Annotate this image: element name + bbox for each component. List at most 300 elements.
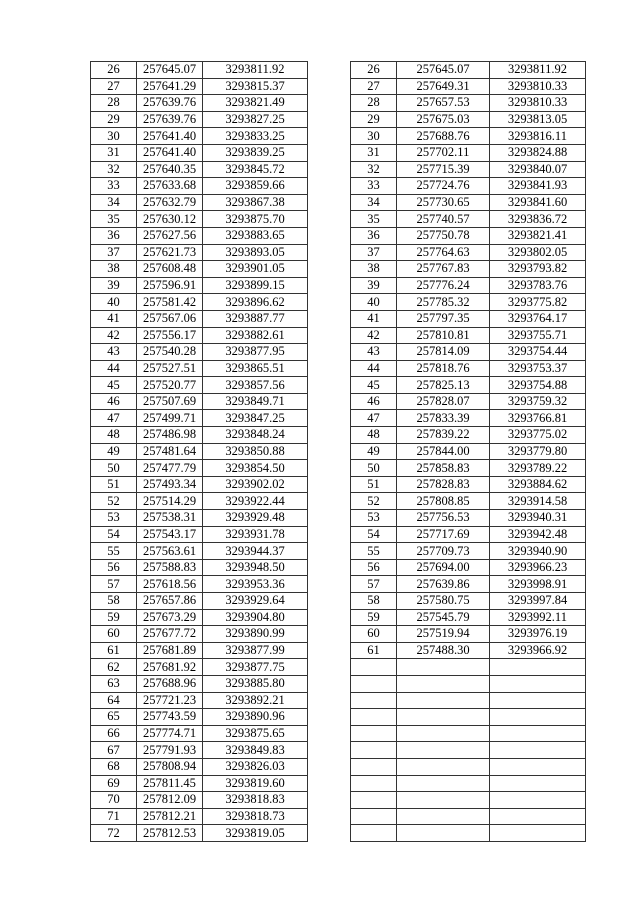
point-number-cell: 69 xyxy=(91,775,137,792)
y-coordinate-cell xyxy=(490,725,586,742)
point-number-cell xyxy=(351,659,397,676)
table-row xyxy=(351,111,586,128)
point-number-cell: 42 xyxy=(91,327,137,344)
x-coordinate-cell: 257811.45 xyxy=(137,775,203,792)
table-row xyxy=(351,709,586,726)
point-number-cell: 48 xyxy=(351,427,397,444)
table-row xyxy=(351,128,586,145)
x-coordinate-cell: 257493.34 xyxy=(137,476,203,493)
point-number-cell: 44 xyxy=(91,360,137,377)
x-coordinate-cell: 257657.86 xyxy=(137,593,203,610)
y-coordinate-cell: 3293857.56 xyxy=(203,377,308,394)
x-coordinate-cell: 257514.29 xyxy=(137,493,203,510)
table-row xyxy=(91,493,308,510)
point-number-cell: 40 xyxy=(91,294,137,311)
table-row xyxy=(351,758,586,775)
y-coordinate-cell: 3293849.83 xyxy=(203,742,308,759)
point-number-cell: 43 xyxy=(351,344,397,361)
table-row xyxy=(91,626,308,643)
table-row xyxy=(351,344,586,361)
y-coordinate-cell: 3293877.75 xyxy=(203,659,308,676)
point-number-cell: 41 xyxy=(351,310,397,327)
table-row xyxy=(91,327,308,344)
x-coordinate-cell: 257858.83 xyxy=(397,460,490,477)
point-number-cell: 50 xyxy=(91,460,137,477)
table-row xyxy=(91,310,308,327)
y-coordinate-cell: 3293948.50 xyxy=(203,559,308,576)
x-coordinate-cell: 257499.71 xyxy=(137,410,203,427)
table-row xyxy=(351,144,586,161)
table-row xyxy=(351,410,586,427)
y-coordinate-cell: 3293914.58 xyxy=(490,493,586,510)
x-coordinate-cell: 257774.71 xyxy=(137,725,203,742)
table-row xyxy=(351,725,586,742)
point-number-cell: 45 xyxy=(91,377,137,394)
table-row xyxy=(91,410,308,427)
point-number-cell: 55 xyxy=(351,543,397,560)
y-coordinate-cell: 3293833.25 xyxy=(203,128,308,145)
y-coordinate-cell: 3293818.83 xyxy=(203,792,308,809)
y-coordinate-cell: 3293966.92 xyxy=(490,642,586,659)
point-number-cell: 65 xyxy=(91,709,137,726)
x-coordinate-cell: 257828.07 xyxy=(397,393,490,410)
table-row xyxy=(91,393,308,410)
x-coordinate-cell: 257567.06 xyxy=(137,310,203,327)
point-number-cell: 33 xyxy=(91,178,137,195)
x-coordinate-cell: 257681.89 xyxy=(137,642,203,659)
y-coordinate-cell: 3293904.80 xyxy=(203,609,308,626)
table-row xyxy=(91,609,308,626)
y-coordinate-cell: 3293892.21 xyxy=(203,692,308,709)
table-row xyxy=(351,294,586,311)
x-coordinate-cell: 257810.81 xyxy=(397,327,490,344)
table-row xyxy=(91,675,308,692)
table-row xyxy=(91,476,308,493)
table-row xyxy=(351,443,586,460)
y-coordinate-cell: 3293764.17 xyxy=(490,310,586,327)
y-coordinate-cell: 3293867.38 xyxy=(203,194,308,211)
point-number-cell: 29 xyxy=(351,111,397,128)
table-row xyxy=(91,78,308,95)
y-coordinate-cell xyxy=(490,758,586,775)
point-number-cell: 43 xyxy=(91,344,137,361)
point-number-cell: 26 xyxy=(91,62,137,79)
table-row xyxy=(351,825,586,842)
table-row xyxy=(91,460,308,477)
y-coordinate-cell: 3293940.90 xyxy=(490,543,586,560)
table-row xyxy=(351,178,586,195)
table-row xyxy=(91,559,308,576)
x-coordinate-cell: 257639.76 xyxy=(137,111,203,128)
y-coordinate-cell: 3293890.96 xyxy=(203,709,308,726)
y-coordinate-cell: 3293836.72 xyxy=(490,211,586,228)
table-row xyxy=(351,675,586,692)
point-number-cell: 50 xyxy=(351,460,397,477)
table-row xyxy=(91,709,308,726)
y-coordinate-cell: 3293841.60 xyxy=(490,194,586,211)
y-coordinate-cell: 3293887.77 xyxy=(203,310,308,327)
x-coordinate-cell: 257580.75 xyxy=(397,593,490,610)
y-coordinate-cell: 3293759.32 xyxy=(490,393,586,410)
x-coordinate-cell: 257640.35 xyxy=(137,161,203,178)
point-number-cell: 26 xyxy=(351,62,397,79)
point-number-cell: 60 xyxy=(91,626,137,643)
table-row xyxy=(91,792,308,809)
y-coordinate-cell: 3293896.62 xyxy=(203,294,308,311)
right-coordinate-table xyxy=(350,61,586,842)
x-coordinate-cell: 257633.68 xyxy=(137,178,203,195)
table-row xyxy=(91,742,308,759)
x-coordinate-cell: 257507.69 xyxy=(137,393,203,410)
x-coordinate-cell: 257639.86 xyxy=(397,576,490,593)
y-coordinate-cell: 3293902.02 xyxy=(203,476,308,493)
x-coordinate-cell: 257767.83 xyxy=(397,261,490,278)
y-coordinate-cell: 3293813.05 xyxy=(490,111,586,128)
x-coordinate-cell: 257677.72 xyxy=(137,626,203,643)
table-row xyxy=(91,244,308,261)
y-coordinate-cell: 3293882.61 xyxy=(203,327,308,344)
x-coordinate-cell: 257641.40 xyxy=(137,144,203,161)
point-number-cell: 63 xyxy=(91,675,137,692)
y-coordinate-cell: 3293922.44 xyxy=(203,493,308,510)
table-row xyxy=(351,659,586,676)
x-coordinate-cell: 257488.30 xyxy=(397,642,490,659)
point-number-cell: 37 xyxy=(351,244,397,261)
point-number-cell: 47 xyxy=(91,410,137,427)
table-row xyxy=(91,62,308,79)
table-row xyxy=(351,161,586,178)
point-number-cell: 30 xyxy=(91,128,137,145)
y-coordinate-cell: 3293754.44 xyxy=(490,344,586,361)
x-coordinate-cell xyxy=(397,758,490,775)
point-number-cell: 52 xyxy=(351,493,397,510)
y-coordinate-cell: 3293885.80 xyxy=(203,675,308,692)
table-row xyxy=(351,775,586,792)
table-row xyxy=(351,310,586,327)
y-coordinate-cell: 3293848.24 xyxy=(203,427,308,444)
table-row xyxy=(351,277,586,294)
table-row xyxy=(91,427,308,444)
point-number-cell: 53 xyxy=(91,510,137,527)
point-number-cell: 71 xyxy=(91,808,137,825)
point-number-cell: 44 xyxy=(351,360,397,377)
left-table-body xyxy=(91,62,308,842)
point-number-cell: 38 xyxy=(351,261,397,278)
x-coordinate-cell: 257645.07 xyxy=(397,62,490,79)
point-number-cell: 37 xyxy=(91,244,137,261)
table-row xyxy=(351,393,586,410)
x-coordinate-cell: 257621.73 xyxy=(137,244,203,261)
point-number-cell: 46 xyxy=(351,393,397,410)
point-number-cell: 57 xyxy=(351,576,397,593)
point-number-cell: 35 xyxy=(91,211,137,228)
point-number-cell: 31 xyxy=(91,144,137,161)
x-coordinate-cell: 257785.32 xyxy=(397,294,490,311)
y-coordinate-cell: 3293849.71 xyxy=(203,393,308,410)
point-number-cell: 61 xyxy=(351,642,397,659)
x-coordinate-cell xyxy=(397,659,490,676)
x-coordinate-cell: 257812.09 xyxy=(137,792,203,809)
x-coordinate-cell: 257688.96 xyxy=(137,675,203,692)
x-coordinate-cell: 257844.00 xyxy=(397,443,490,460)
x-coordinate-cell: 257694.00 xyxy=(397,559,490,576)
x-coordinate-cell: 257545.79 xyxy=(397,609,490,626)
point-number-cell: 57 xyxy=(91,576,137,593)
point-number-cell: 54 xyxy=(351,526,397,543)
left-coordinate-table xyxy=(90,61,308,842)
x-coordinate-cell: 257527.51 xyxy=(137,360,203,377)
y-coordinate-cell: 3293992.11 xyxy=(490,609,586,626)
point-number-cell: 64 xyxy=(91,692,137,709)
point-number-cell xyxy=(351,742,397,759)
y-coordinate-cell: 3293929.48 xyxy=(203,510,308,527)
x-coordinate-cell: 257812.53 xyxy=(137,825,203,842)
y-coordinate-cell: 3293944.37 xyxy=(203,543,308,560)
point-number-cell: 72 xyxy=(91,825,137,842)
point-number-cell: 29 xyxy=(91,111,137,128)
x-coordinate-cell: 257543.17 xyxy=(137,526,203,543)
x-coordinate-cell: 257688.76 xyxy=(397,128,490,145)
point-number-cell: 42 xyxy=(351,327,397,344)
x-coordinate-cell: 257641.40 xyxy=(137,128,203,145)
point-number-cell xyxy=(351,692,397,709)
table-row xyxy=(351,493,586,510)
y-coordinate-cell: 3293783.76 xyxy=(490,277,586,294)
table-row xyxy=(91,377,308,394)
table-row xyxy=(351,593,586,610)
point-number-cell xyxy=(351,808,397,825)
table-row xyxy=(91,543,308,560)
x-coordinate-cell xyxy=(397,775,490,792)
table-row xyxy=(351,227,586,244)
x-coordinate-cell xyxy=(397,725,490,742)
point-number-cell: 55 xyxy=(91,543,137,560)
point-number-cell: 40 xyxy=(351,294,397,311)
table-row xyxy=(351,211,586,228)
y-coordinate-cell: 3293953.36 xyxy=(203,576,308,593)
y-coordinate-cell: 3293840.07 xyxy=(490,161,586,178)
table-row xyxy=(91,178,308,195)
point-number-cell: 58 xyxy=(351,593,397,610)
y-coordinate-cell xyxy=(490,709,586,726)
x-coordinate-cell: 257627.56 xyxy=(137,227,203,244)
x-coordinate-cell: 257645.07 xyxy=(137,62,203,79)
point-number-cell: 32 xyxy=(91,161,137,178)
point-number-cell xyxy=(351,775,397,792)
table-row xyxy=(91,808,308,825)
y-coordinate-cell: 3293802.05 xyxy=(490,244,586,261)
x-coordinate-cell xyxy=(397,692,490,709)
table-row xyxy=(91,510,308,527)
x-coordinate-cell: 257709.73 xyxy=(397,543,490,560)
y-coordinate-cell xyxy=(490,675,586,692)
table-row xyxy=(91,593,308,610)
y-coordinate-cell: 3293884.62 xyxy=(490,476,586,493)
table-row xyxy=(351,78,586,95)
point-number-cell: 47 xyxy=(351,410,397,427)
x-coordinate-cell: 257730.65 xyxy=(397,194,490,211)
x-coordinate-cell xyxy=(397,792,490,809)
x-coordinate-cell: 257581.42 xyxy=(137,294,203,311)
y-coordinate-cell: 3293997.84 xyxy=(490,593,586,610)
table-row xyxy=(351,642,586,659)
y-coordinate-cell: 3293811.92 xyxy=(203,62,308,79)
table-row xyxy=(91,758,308,775)
y-coordinate-cell: 3293775.82 xyxy=(490,294,586,311)
y-coordinate-cell: 3293826.03 xyxy=(203,758,308,775)
x-coordinate-cell: 257825.13 xyxy=(397,377,490,394)
point-number-cell: 56 xyxy=(91,559,137,576)
point-number-cell: 30 xyxy=(351,128,397,145)
y-coordinate-cell: 3293810.33 xyxy=(490,95,586,112)
x-coordinate-cell: 257556.17 xyxy=(137,327,203,344)
point-number-cell: 54 xyxy=(91,526,137,543)
y-coordinate-cell: 3293819.60 xyxy=(203,775,308,792)
table-row xyxy=(91,775,308,792)
x-coordinate-cell: 257673.29 xyxy=(137,609,203,626)
y-coordinate-cell: 3293818.73 xyxy=(203,808,308,825)
y-coordinate-cell: 3293810.33 xyxy=(490,78,586,95)
table-row xyxy=(91,294,308,311)
y-coordinate-cell: 3293942.48 xyxy=(490,526,586,543)
point-number-cell: 59 xyxy=(351,609,397,626)
y-coordinate-cell: 3293789.22 xyxy=(490,460,586,477)
x-coordinate-cell: 257740.57 xyxy=(397,211,490,228)
x-coordinate-cell: 257681.92 xyxy=(137,659,203,676)
point-number-cell: 61 xyxy=(91,642,137,659)
x-coordinate-cell: 257657.53 xyxy=(397,95,490,112)
table-row xyxy=(91,443,308,460)
y-coordinate-cell: 3293775.02 xyxy=(490,427,586,444)
point-number-cell: 49 xyxy=(351,443,397,460)
y-coordinate-cell: 3293839.25 xyxy=(203,144,308,161)
y-coordinate-cell: 3293850.88 xyxy=(203,443,308,460)
y-coordinate-cell xyxy=(490,692,586,709)
x-coordinate-cell: 257641.29 xyxy=(137,78,203,95)
x-coordinate-cell: 257477.79 xyxy=(137,460,203,477)
y-coordinate-cell xyxy=(490,742,586,759)
x-coordinate-cell: 257818.76 xyxy=(397,360,490,377)
point-number-cell: 31 xyxy=(351,144,397,161)
point-number-cell: 39 xyxy=(351,277,397,294)
table-row xyxy=(351,327,586,344)
table-row xyxy=(351,559,586,576)
table-row xyxy=(351,460,586,477)
x-coordinate-cell xyxy=(397,742,490,759)
x-coordinate-cell: 257639.76 xyxy=(137,95,203,112)
point-number-cell: 45 xyxy=(351,377,397,394)
table-row xyxy=(351,95,586,112)
point-number-cell xyxy=(351,758,397,775)
y-coordinate-cell: 3293875.65 xyxy=(203,725,308,742)
point-number-cell: 59 xyxy=(91,609,137,626)
point-number-cell: 36 xyxy=(351,227,397,244)
point-number-cell xyxy=(351,675,397,692)
y-coordinate-cell: 3293859.66 xyxy=(203,178,308,195)
y-coordinate-cell xyxy=(490,775,586,792)
point-number-cell: 28 xyxy=(351,95,397,112)
point-number-cell: 28 xyxy=(91,95,137,112)
x-coordinate-cell: 257791.93 xyxy=(137,742,203,759)
point-number-cell: 60 xyxy=(351,626,397,643)
point-number-cell: 33 xyxy=(351,178,397,195)
y-coordinate-cell xyxy=(490,825,586,842)
table-row xyxy=(91,725,308,742)
point-number-cell: 49 xyxy=(91,443,137,460)
point-number-cell xyxy=(351,825,397,842)
x-coordinate-cell: 257540.28 xyxy=(137,344,203,361)
x-coordinate-cell xyxy=(397,808,490,825)
y-coordinate-cell: 3293890.99 xyxy=(203,626,308,643)
point-number-cell: 56 xyxy=(351,559,397,576)
x-coordinate-cell: 257808.85 xyxy=(397,493,490,510)
table-row xyxy=(91,692,308,709)
y-coordinate-cell: 3293929.64 xyxy=(203,593,308,610)
table-row xyxy=(351,244,586,261)
y-coordinate-cell: 3293893.05 xyxy=(203,244,308,261)
table-row xyxy=(91,825,308,842)
x-coordinate-cell: 257618.56 xyxy=(137,576,203,593)
x-coordinate-cell: 257630.12 xyxy=(137,211,203,228)
x-coordinate-cell: 257776.24 xyxy=(397,277,490,294)
x-coordinate-cell xyxy=(397,709,490,726)
x-coordinate-cell: 257596.91 xyxy=(137,277,203,294)
table-row xyxy=(91,277,308,294)
y-coordinate-cell: 3293875.70 xyxy=(203,211,308,228)
point-number-cell: 53 xyxy=(351,510,397,527)
point-number-cell: 27 xyxy=(91,78,137,95)
y-coordinate-cell: 3293841.93 xyxy=(490,178,586,195)
y-coordinate-cell: 3293845.72 xyxy=(203,161,308,178)
y-coordinate-cell: 3293766.81 xyxy=(490,410,586,427)
x-coordinate-cell: 257828.83 xyxy=(397,476,490,493)
x-coordinate-cell xyxy=(397,675,490,692)
y-coordinate-cell: 3293877.95 xyxy=(203,344,308,361)
x-coordinate-cell: 257520.77 xyxy=(137,377,203,394)
y-coordinate-cell: 3293940.31 xyxy=(490,510,586,527)
table-row xyxy=(351,692,586,709)
y-coordinate-cell: 3293877.99 xyxy=(203,642,308,659)
point-number-cell: 36 xyxy=(91,227,137,244)
y-coordinate-cell: 3293754.88 xyxy=(490,377,586,394)
x-coordinate-cell: 257814.09 xyxy=(397,344,490,361)
table-row xyxy=(91,526,308,543)
table-row xyxy=(91,344,308,361)
point-number-cell: 58 xyxy=(91,593,137,610)
table-row xyxy=(351,510,586,527)
table-row xyxy=(351,427,586,444)
x-coordinate-cell: 257702.11 xyxy=(397,144,490,161)
table-row xyxy=(351,808,586,825)
x-coordinate-cell: 257481.64 xyxy=(137,443,203,460)
point-number-cell: 39 xyxy=(91,277,137,294)
table-row xyxy=(351,261,586,278)
x-coordinate-cell: 257519.94 xyxy=(397,626,490,643)
y-coordinate-cell: 3293854.50 xyxy=(203,460,308,477)
y-coordinate-cell: 3293883.65 xyxy=(203,227,308,244)
y-coordinate-cell: 3293998.91 xyxy=(490,576,586,593)
point-number-cell: 32 xyxy=(351,161,397,178)
point-number-cell: 68 xyxy=(91,758,137,775)
y-coordinate-cell: 3293827.25 xyxy=(203,111,308,128)
table-row xyxy=(351,792,586,809)
point-number-cell: 48 xyxy=(91,427,137,444)
x-coordinate-cell: 257756.53 xyxy=(397,510,490,527)
x-coordinate-cell: 257812.21 xyxy=(137,808,203,825)
table-row xyxy=(91,576,308,593)
y-coordinate-cell: 3293824.88 xyxy=(490,144,586,161)
point-number-cell: 27 xyxy=(351,78,397,95)
